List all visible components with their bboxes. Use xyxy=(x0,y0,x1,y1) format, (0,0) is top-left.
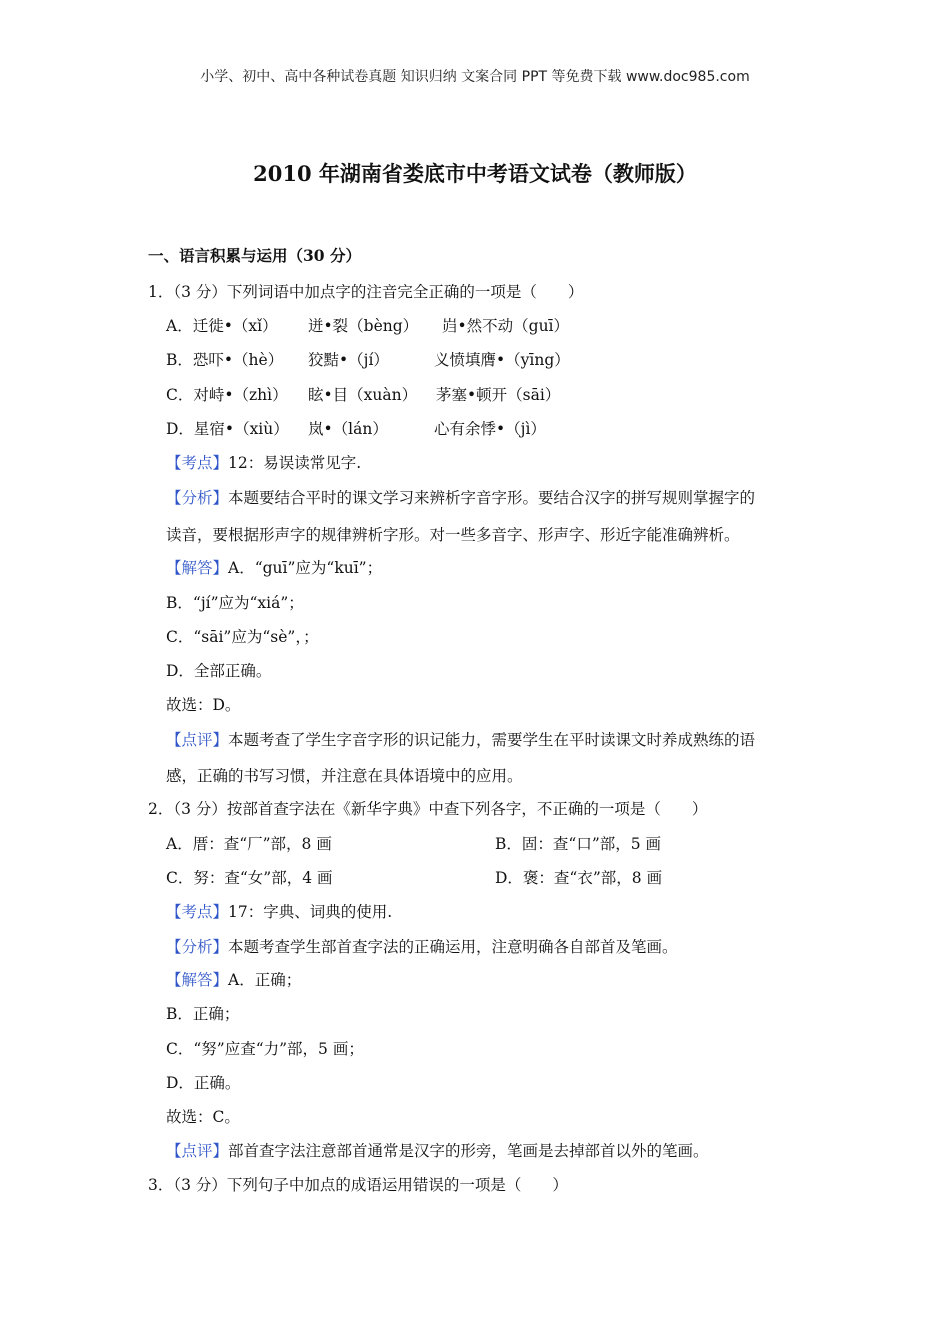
q1-option-d-2: 岚•（lán） xyxy=(308,420,388,438)
question-1-stem: 1．（3 分）下列词语中加点字的注音完全正确的一项是（ ） xyxy=(148,283,584,301)
q2-kaodian xyxy=(166,900,392,922)
jieda-tag: 【解答】 xyxy=(166,559,229,577)
q1-answer: 故选：D。 xyxy=(166,696,241,714)
dianping-tag: 【点评】 xyxy=(166,731,229,749)
q1-jieda xyxy=(166,556,382,578)
q1-fenxi-cont: 读音，要根据形声字的规律辨析字形。对一些多音字、形声字、形近字能准确辨析。 xyxy=(166,526,740,544)
question-2-stem: 2．（3 分）按部首查字法在《新华字典》中查下列各字，不正确的一项是（ ） xyxy=(148,800,708,818)
jieda-tag: 【解答】 xyxy=(166,971,229,989)
q1-kaodian-text: 12：易误读常见字. xyxy=(228,454,362,472)
question-3-stem: 3．（3 分）下列句子中加点的成语运用错误的一项是（ ） xyxy=(148,1176,568,1194)
q1-jieda-text: A．“guī”应为“kuī”； xyxy=(228,559,383,577)
q1-fenxi xyxy=(166,486,755,508)
q2-jieda-text: A．正确； xyxy=(228,971,302,989)
section-heading: 一、语言积累与运用（30 分） xyxy=(148,246,361,265)
page-title: 2010 年湖南省娄底市中考语文试卷（教师版） xyxy=(253,161,697,186)
q1-option-a-1: A．迁徙•（xǐ） xyxy=(166,317,278,335)
q1-option-a-3: 岿•然不动（guī） xyxy=(442,317,570,335)
q2-kaodian-text: 17：字典、词典的使用. xyxy=(228,903,393,921)
q1-jieda-c: C．“sāi”应为“sè”，； xyxy=(166,628,319,646)
q1-fenxi-text: 本题要结合平时的课文学习来辨析字音字形。要结合汉字的拼写规则掌握字的 xyxy=(228,489,756,507)
q2-jieda-d: D．正确。 xyxy=(166,1074,241,1092)
q1-jieda-d: D．全部正确。 xyxy=(166,662,272,680)
q2-option-d: D．褒：查“衣”部，8 画 xyxy=(495,869,663,887)
q2-fenxi-text: 本题考查学生部首查字法的正确运用，注意明确各自部首及笔画。 xyxy=(228,938,678,956)
kaodian-tag: 【考点】 xyxy=(166,454,229,472)
q2-option-a: A．厝：查“厂”部，8 画 xyxy=(166,835,332,853)
q1-option-c-1: C．对峙•（zhì） xyxy=(166,386,288,404)
q2-dianping-text: 部首查字法注意部首通常是汉字的形旁，笔画是去掉部首以外的笔画。 xyxy=(228,1142,709,1160)
q1-dianping-cont: 感，正确的书写习惯，并注意在具体语境中的应用。 xyxy=(166,767,523,785)
q2-option-c: C．努：查“女”部，4 画 xyxy=(166,869,333,887)
q1-dianping-text: 本题考查了学生字音字形的识记能力，需要学生在平时读课文时养成熟练的语 xyxy=(228,731,756,749)
q1-option-a-2: 迸•裂（bèng） xyxy=(308,317,419,335)
q1-option-d-1: D．星宿•（xiù） xyxy=(166,420,289,438)
q1-option-c-2: 眩•目（xuàn） xyxy=(308,386,418,404)
fenxi-tag: 【分析】 xyxy=(166,938,229,956)
q1-option-b-3: 义愤填膺•（yīng） xyxy=(434,351,570,369)
page-header: 小学、初中、高中各种试卷真题 知识归纳 文案合同 PPT 等免费下载 www.doc985.com xyxy=(200,69,750,85)
fenxi-tag: 【分析】 xyxy=(166,489,229,507)
q1-option-c-3: 茅塞•顿开（sāi） xyxy=(436,386,561,404)
q1-option-d-3: 心有余悸•（jì） xyxy=(434,420,546,438)
q2-fenxi xyxy=(166,935,678,957)
dianping-tag: 【点评】 xyxy=(166,1142,229,1160)
kaodian-tag: 【考点】 xyxy=(166,903,229,921)
q2-option-b: B．固：查“口”部，5 画 xyxy=(495,835,662,853)
q1-option-b-2: 狡黠•（jí） xyxy=(308,351,389,369)
q1-jieda-b: B．“jí”应为“xiá”； xyxy=(166,594,304,612)
q1-option-b-1: B．恐吓•（hè） xyxy=(166,351,284,369)
q2-jieda-c: C．“努”应查“力”部，5 画； xyxy=(166,1040,364,1058)
q2-dianping xyxy=(166,1139,709,1161)
q2-jieda-b: B．正确； xyxy=(166,1005,240,1023)
q1-kaodian xyxy=(166,451,361,473)
q1-dianping xyxy=(166,728,755,750)
q2-jieda xyxy=(166,968,301,990)
q2-answer: 故选：C。 xyxy=(166,1108,240,1126)
